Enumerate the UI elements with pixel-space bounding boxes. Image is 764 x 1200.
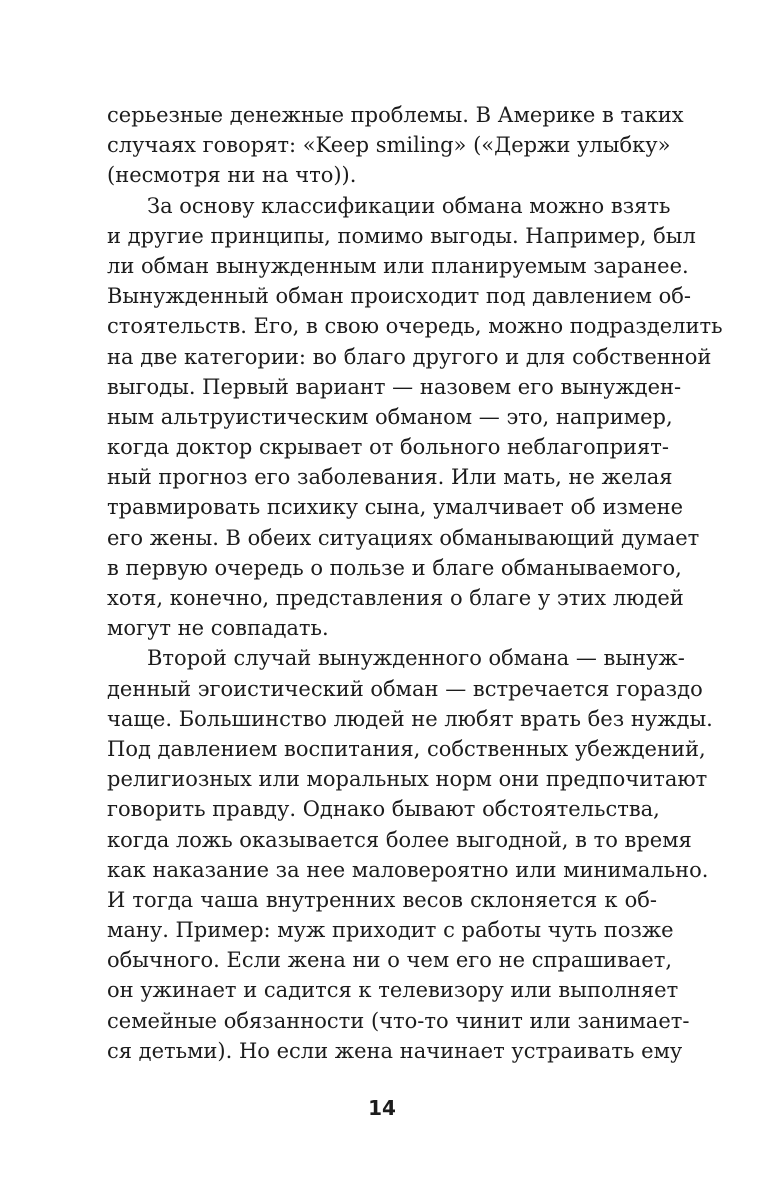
text-line: травмировать психику сына, умалчивает об измене xyxy=(107,495,684,520)
text-line: И тогда чаша внутренних весов склоняется к об- xyxy=(107,887,657,912)
text-line: когда ложь оказывается более выгодной, в то время xyxy=(107,827,692,852)
text-line: Под давлением воспитания, собственных убеждений, xyxy=(107,736,706,761)
page-number: 14 xyxy=(368,1096,396,1120)
text-line: его жены. В обеих ситуациях обманывающий думает xyxy=(107,525,700,550)
text-line: выгоды. Первый вариант — назовем его вынужден- xyxy=(107,374,682,399)
text-line: (несмотря ни на что)). xyxy=(107,163,357,188)
text-line: случаях говорят: «Keep smiling» («Держи улыбку» xyxy=(107,133,671,158)
text-line: обычного. Если жена ни о чем его не спрашивает, xyxy=(107,948,673,973)
text-line: чаще. Большинство людей не любят врать без нужды. xyxy=(107,706,713,731)
text-line: стоятельств. Его, в свою очередь, можно подразделить xyxy=(107,314,723,339)
text-line: ся детьми). Но если жена начинает устраивать ему xyxy=(107,1038,683,1063)
text-line: религиозных или моральных норм они предпочитают xyxy=(107,767,708,792)
text-line: в первую очередь о пользе и благе обманываемого, xyxy=(107,555,682,580)
text-line: ный прогноз его заболевания. Или мать, не желая xyxy=(107,465,673,490)
text-line: Вынужденный обман происходит под давлением об- xyxy=(107,284,692,309)
page-text xyxy=(107,100,723,1066)
text-line: на две категории: во благо другого и для собственной xyxy=(107,344,712,369)
text-line: денный эгоистический обман — встречается гораздо xyxy=(107,676,703,701)
text-line: когда доктор скрывает от больного неблагоприят- xyxy=(107,435,670,460)
paragraph-2 xyxy=(107,191,723,644)
text-line: говорить правду. Однако бывают обстоятельства, xyxy=(107,797,660,822)
text-line: могут не совпадать. xyxy=(107,616,329,641)
text-line: хотя, конечно, представления о благе у этих людей xyxy=(107,586,684,610)
text-line: он ужинает и садится к телевизору или выполняет xyxy=(107,978,679,1003)
text-line: ным альтруистическим обманом — это, например, xyxy=(107,404,673,429)
text-line: и другие принципы, помимо выгоды. Например, был xyxy=(107,223,696,248)
text-line: ману. Пример: муж приходит с работы чуть позже xyxy=(107,918,674,943)
text-line: ли обман вынужденным или планируемым заранее. xyxy=(107,253,689,278)
text-line: семейные обязанности (что-то чинит или занимает- xyxy=(107,1008,690,1033)
text-line: как наказание за нее маловероятно или минимально. xyxy=(107,857,709,882)
paragraph-1 xyxy=(107,100,684,191)
paragraph-3 xyxy=(107,643,713,1066)
text-line: серьезные денежные проблемы. В Америке в таких xyxy=(107,103,684,127)
text-line: Второй случай вынужденного обмана — вынуж- xyxy=(147,646,685,671)
text-line: За основу классификации обмана можно взять xyxy=(147,193,671,218)
